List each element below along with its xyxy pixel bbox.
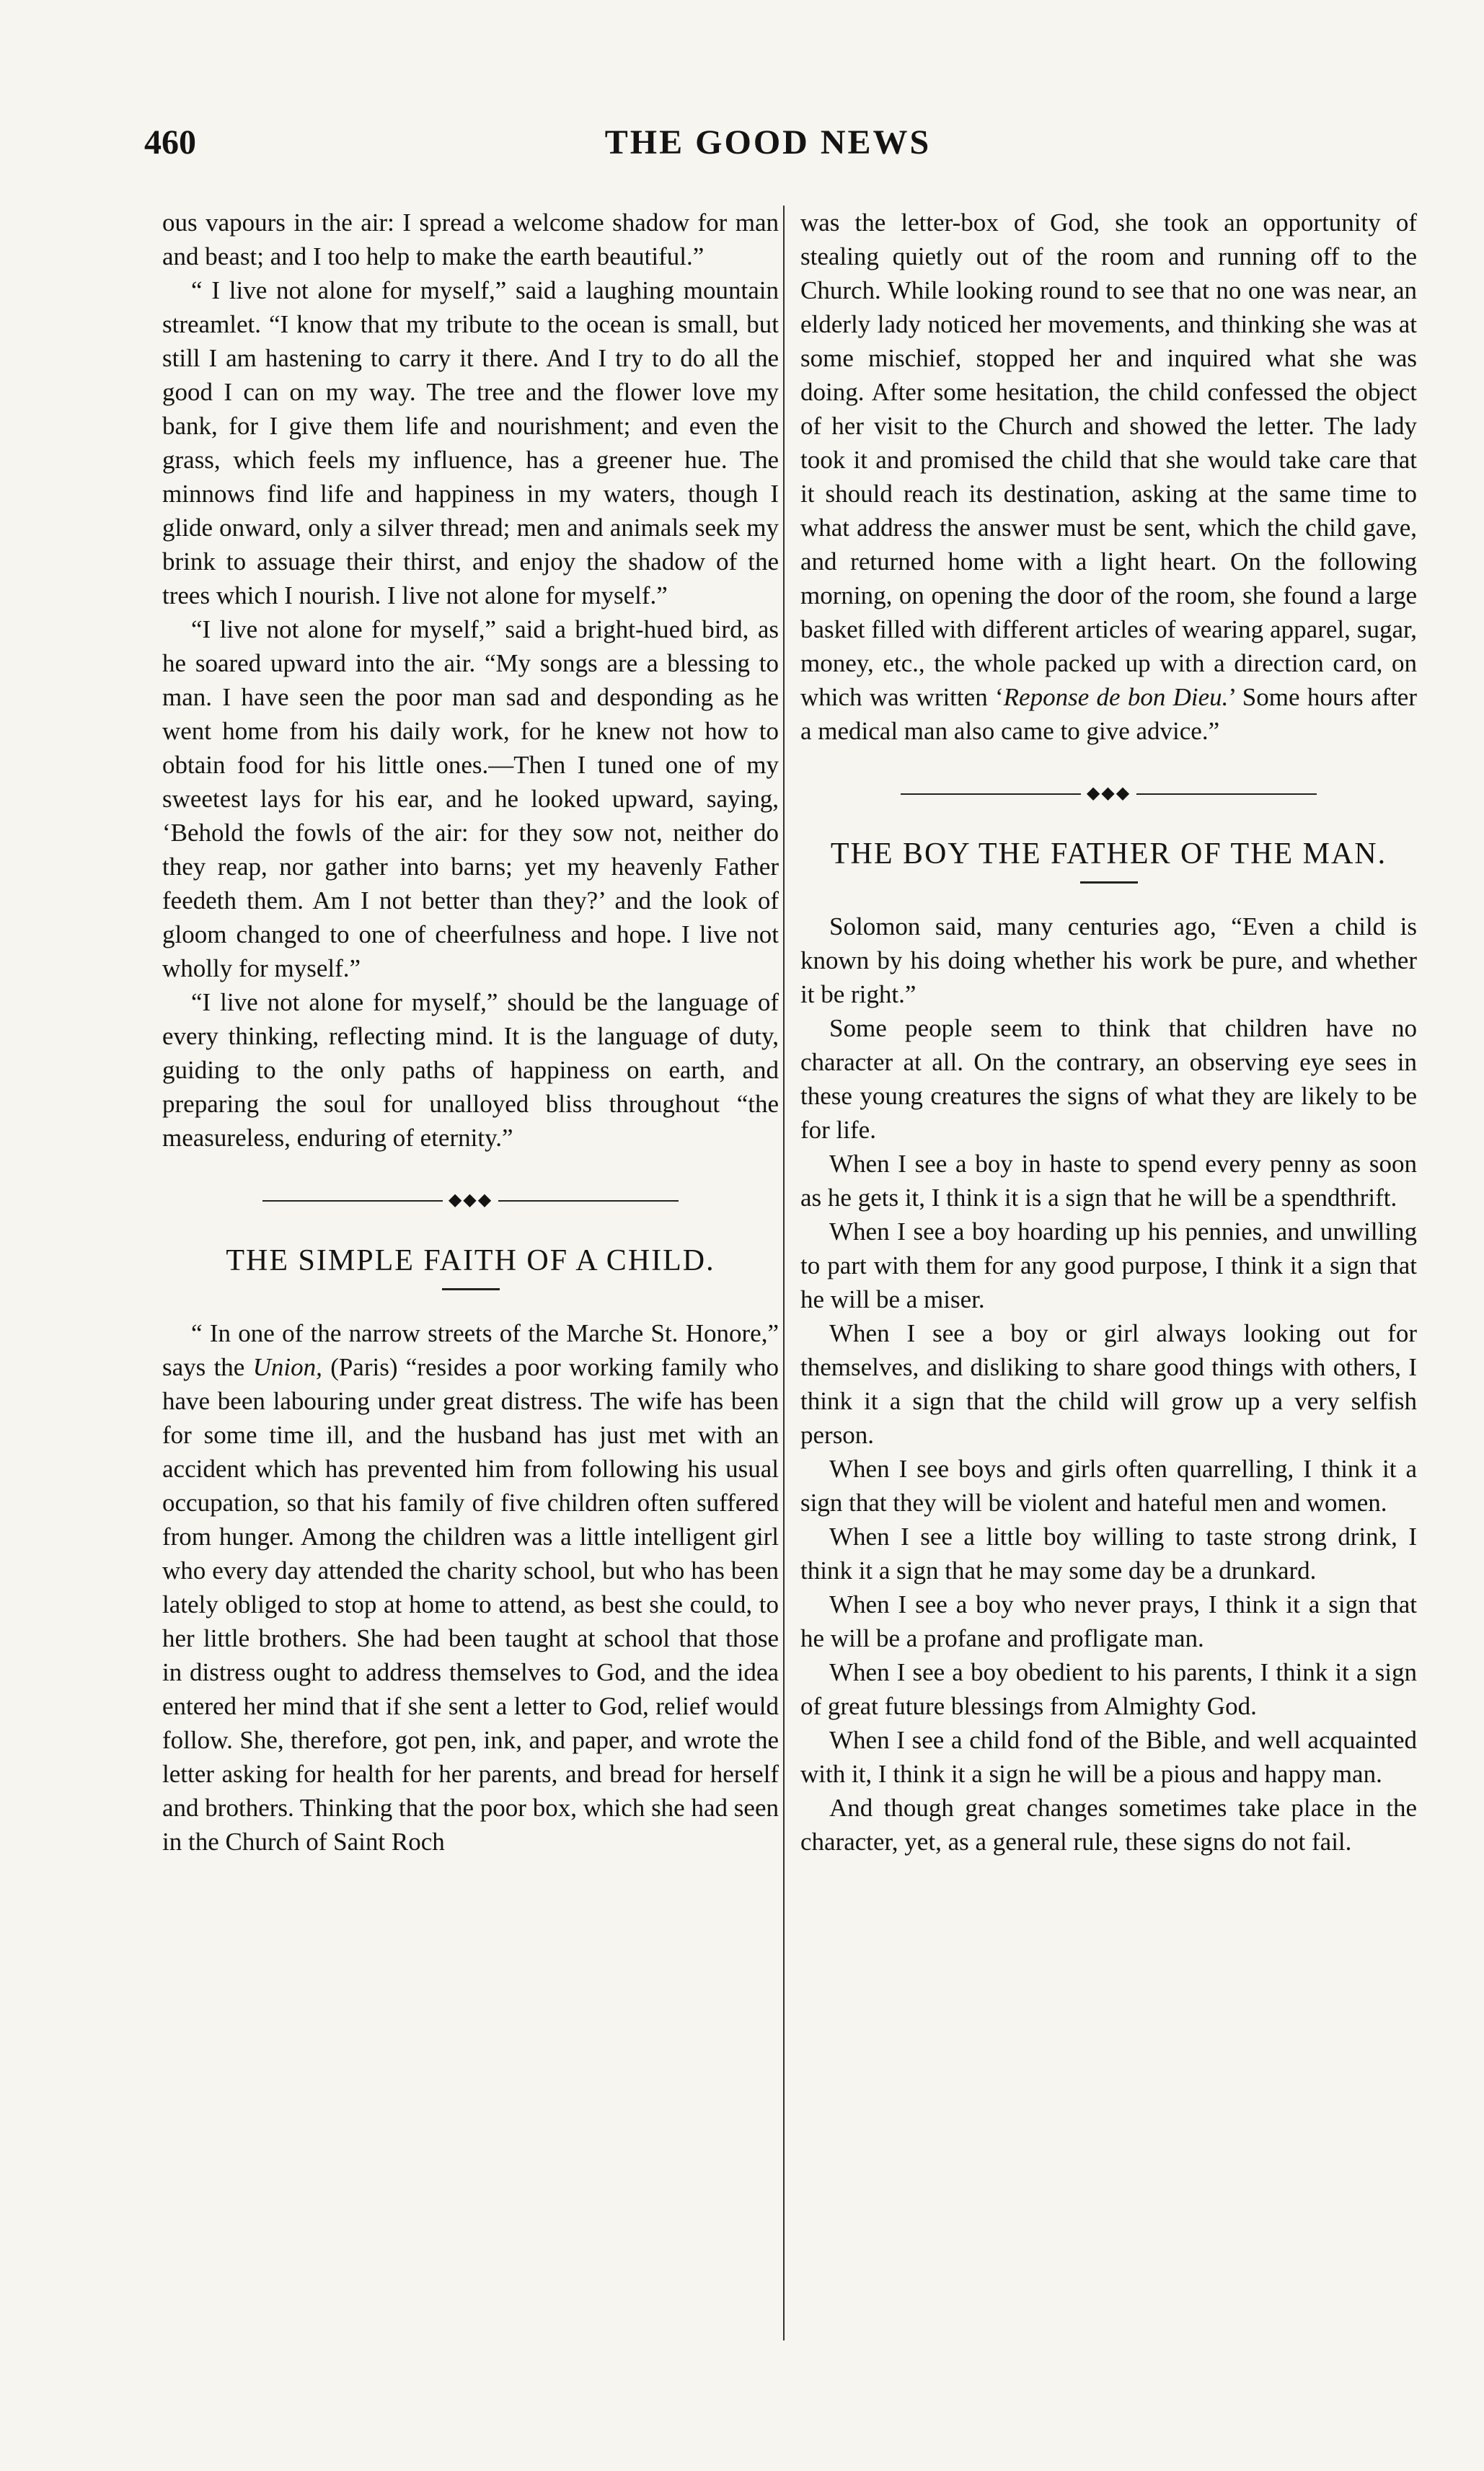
paragraph: When I see boys and girls often quarrelling, I think it a sign that they will be violent and hateful men and women. [800,1455,1417,1517]
divider-line [1136,793,1317,795]
paragraph: “I live not alone for myself,” should be the language of every thinking, reflecting mind. It is the language of duty, guiding to the only paths of happiness on earth, and preparing the soul for unalloyed bliss throughout “the measureless, enduring of eternity.” [162,988,779,1152]
paragraph: “I live not alone for myself,” said a bright-hued bird, as he soared upward into the air. “My songs are a blessing to man. I have seen the poor man sad and desponding as he went home from his daily work, for he knew not how to obtain food for his little ones.—Then I tuned one of my sweetest lays for his ear, and he looked upward, saying, ‘Behold the fowls of the air: for they sow not, neither do they reap, nor gather into barns; yet my heavenly Father feedeth them. Am I not better than they?’ and the look of gloom changed to one of cheerfulness and hope. I live not wholly for myself.” [162,615,779,982]
text-run: ’ Some hours after a medical man also came to give advice.” [800,683,1417,745]
left-column [162,206,779,1859]
title-rule [442,1288,500,1290]
divider-ornament: ◆◆◆ [448,1191,493,1210]
section-divider [162,1184,779,1217]
page-number: 460 [144,123,196,162]
italic-text: Reponse de bon Dieu. [1003,683,1229,711]
paragraph: When I see a boy hoarding up his pennies, and unwilling to part with them for any good purpose, I think it a sign that he will be a miser. [800,1217,1417,1313]
paragraph: When I see a boy who never prays, I think it a sign that he will be a profane and profligate man. [800,1590,1417,1652]
paragraph: ous vapours in the air: I spread a welcome shadow for man and beast; and I too help to make the earth beautiful.” [162,208,779,270]
title-rule [1080,881,1138,884]
paragraph: When I see a little boy willing to taste strong drink, I think it a sign that he may some day be a drunkard. [800,1523,1417,1585]
paragraph: When I see a boy in haste to spend every penny as soon as he gets it, I think it is a sign that he will be a spendthrift. [800,1150,1417,1212]
divider-line [901,793,1081,795]
paragraph: When I see a boy obedient to his parents, I think it a sign of great future blessings from Almighty God. [800,1658,1417,1720]
running-head: THE GOOD NEWS [604,123,932,162]
paragraph: Some people seem to think that children have no character at all. On the contrary, an observing eye sees in these young creatures the signs of what they are likely to be for life. [800,1014,1417,1144]
column-divider [783,206,785,2340]
text-run: was the letter-box of God, she took an opportunity of stealing quietly out of the room and running off to the Church. While looking round to see that no one was near, an elderly lady noticed her movements, and thinking she was at some mischief, stopped her and inquired what she was doing. After some hesitation, the child confessed the object of her visit to the Church and showed the letter. The lady took it and promised the child that she would take care that it should reach its destination, asking at the same time to what address the answer must be sent, which the child gave, and returned home with a light heart. On the following morning, on opening the door of the room, she found a large basket filled with different articles of wearing apparel, sugar, money, etc., the whole packed up with a direction card, on which was written ‘ [800,208,1417,711]
paragraph [800,206,1417,748]
text-run: (Paris) “resides a poor working family who have been labouring under great distress. The wife has been for some time ill, and the husband has just met with an accident which has prevented him from following his usual occupation, so that his family of five children often suffered from hunger. Among the children was a little intelligent girl who every day attended the charity school, but who has been lately obliged to stop at home to attend, as best she could, to her little brothers. She had been taught at school that those in distress ought to address themselves to God, and the idea entered her mind that if she sent a letter to God, relief would follow. She, therefore, got pen, ink, and paper, and wrote the letter asking for health for her parents, and bread for herself and brothers. Thinking that the poor box, which she had seen in the Church of Saint Roch [162,1353,779,1856]
article-title: THE BOY THE FATHER OF THE MAN. [830,837,1387,871]
paragraph [162,1316,779,1859]
page-header [144,123,1392,180]
italic-text: Union, [252,1353,322,1381]
divider-line [262,1200,443,1202]
paragraph: And though great changes sometimes take place in the character, yet, as a general rule, these signs do not fail. [800,1794,1417,1856]
paragraph: “ I live not alone for myself,” said a laughing mountain streamlet. “I know that my tribute to the ocean is small, but still I am hastening to carry it there. And I try to do all the good I can on my way. The tree and the flower love my bank, for I give them life and nourishment; and even the grass, which feels my influence, has a greener hue. The minnows find life and happiness in my waters, though I glide onward, only a silver thread; men and animals seek my brink to assuage their thirst, and enjoy the shadow of the trees which I nourish. I live not alone for myself.” [162,276,779,609]
section-divider [800,777,1417,811]
article-title: THE SIMPLE FAITH OF A CHILD. [226,1244,715,1277]
paragraph: When I see a child fond of the Bible, and well acquainted with it, I think it a sign he will be a pious and happy man. [800,1726,1417,1788]
divider-line [498,1200,679,1202]
paragraph: Solomon said, many centuries ago, “Even a child is known by his doing whether his work be pure, and whether it be right.” [800,912,1417,1008]
text-run: “ In one of the narrow streets of the Marche St. Honore,” says the [162,1319,779,1381]
right-column [800,206,1417,1859]
paragraph: When I see a boy or girl always looking out for themselves, and disliking to share good things with others, I think it a sign that the child will grow up a very selfish person. [800,1319,1417,1449]
divider-ornament: ◆◆◆ [1086,784,1131,803]
